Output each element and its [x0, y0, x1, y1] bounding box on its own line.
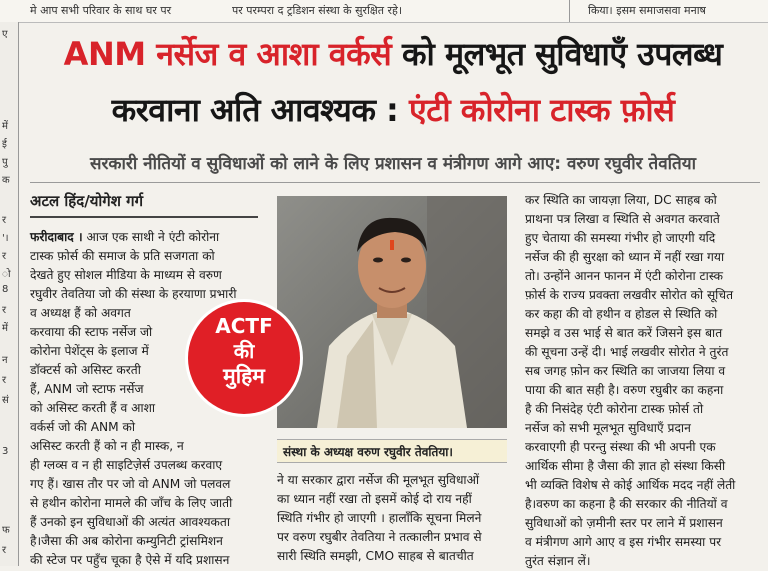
margin-fragment: सं: [2, 395, 9, 406]
text-line: स्थिति गंभीर हो जाएगी । हालाँकि सूचना मिलने: [277, 511, 482, 525]
text-line: प्राथना पत्र लिखा व स्थिति से अवगत करवाते: [525, 212, 720, 226]
margin-fragment: र: [2, 215, 7, 226]
text-line: ही ग्लव्स व न ही साइटिज़ेर्स उपलब्ध करवाए: [30, 458, 223, 472]
margin-fragment: पु: [2, 157, 8, 168]
badge-line-2: की: [233, 339, 255, 363]
badge-line-3: मुहिम: [223, 364, 265, 388]
text-line: आज एक साथी ने एंटी कोरोना: [82, 230, 220, 244]
text-line: व अध्यक्ष हैं को अवगत: [30, 306, 131, 320]
text-line: रघुवीर तेवतिया जो की संस्था के हरयाणा प्रभारी: [30, 287, 237, 301]
portrait-photo: [277, 196, 507, 428]
article-column-3: [525, 191, 762, 571]
margin-fragment: न: [2, 355, 8, 366]
margin-fragment: ो: [2, 269, 11, 280]
byline: अटल हिंद/योगेश गर्ग: [30, 192, 144, 210]
text-line: सुविधाओं को ज़मीनी स्तर पर लाने में प्रशासन: [525, 516, 723, 530]
headline-dark-part: करवाना अति आवश्यक :: [111, 91, 409, 129]
text-line: को असिस्ट करती हैं व आशा: [30, 401, 156, 415]
margin-fragment: र: [2, 251, 7, 262]
top-snippet-2: पर परम्परा द ट्रडिशन संस्था के सुरक्षित रहे।: [232, 4, 403, 17]
text-line: तुरंत संज्ञान लें।: [525, 554, 591, 568]
text-line: आर्थिक सीमा है जैसा की ज्ञात हो संस्था किसी: [525, 459, 726, 473]
text-line: नर्सेज को सभी मूलभूत सुविधाएँ प्रदान: [525, 421, 691, 435]
text-line: पर वरुण रघुबीर तेवतिया ने तत्कालीन प्रभाव से: [277, 530, 482, 544]
top-strip: [0, 0, 768, 23]
text-line: करवाया की स्टाफ नर्सेज जो: [30, 325, 153, 339]
text-line: का ध्यान नहीं रखा तो इसमें कोई दो राय नहीं: [277, 492, 472, 506]
margin-fragment: र: [2, 375, 7, 386]
text-line: असिस्ट करती हैं को न ही मास्क, न: [30, 439, 184, 453]
margin-fragment: र: [2, 545, 7, 556]
article-column-2: [277, 471, 507, 566]
left-margin-column: [0, 22, 19, 566]
text-line: तो। उन्होंने आनन फानन में एंटी कोरोना टास्क: [525, 269, 723, 283]
col1-first-line: [30, 228, 260, 247]
subheadline: सरकारी नीतियों व सुविधाओं को लाने के लिए प्रशासन व मंत्रीगण आगे आए: वरुण रघुवीर तेवतिया: [89, 154, 697, 174]
text-line: हैं, ANM जो स्टाफ नर्सेज: [30, 382, 144, 396]
text-line: फ़ोर्स के राज्य प्रवक्ता लखवीर सोरोत को सूचित: [525, 288, 734, 302]
text-line: की सूचना उन्हें दी। भाई लखवीर सोरोत ने तुरंत: [525, 345, 729, 359]
text-line: से हथीन कोरोना मामले की जाँच के लिए जाती: [30, 496, 233, 510]
text-line: सब जगह फ़ोन कर स्थिति का जाजया लिया व: [525, 364, 726, 378]
text-line: हुए चेताया की समस्या गंभीर हो जाएगी यदि: [525, 231, 716, 245]
text-line: कर कहा की वो हथीन व होडल से स्थिति को: [525, 307, 718, 321]
text-line: भी व्यक्ति विशेष से कोई आर्थिक मदद नहीं लेती: [525, 478, 736, 492]
text-line: की स्टेज पर पहुँच चूका है ऐसे में यदि प्रशासन: [30, 553, 230, 567]
text-line: व मंत्रीगण आगे आए व इस गंभीर समस्या पर: [525, 535, 722, 549]
margin-fragment: 8: [2, 284, 9, 295]
text-line: है।वरुण का कहना है की सरकार की नीतियों व: [525, 497, 728, 511]
text-line: वर्कर्स जो की ANM को: [30, 420, 136, 434]
text-line: देखते हुए सोशल मीडिया के माध्यम से वरुण: [30, 268, 222, 282]
margin-fragment: र: [2, 305, 7, 316]
margin-fragment: ए: [2, 29, 8, 40]
text-line: गए हैं। खास तौर पर जो वो ANM जो पलवल: [30, 477, 231, 491]
headline-dark-part: को मूलभूत सुविधाएँ उपलब्ध: [391, 35, 723, 73]
text-line: नर्सेज की ही सुरक्षा को ध्यान में नहीं रखा गया: [525, 250, 725, 264]
photo-caption: संस्था के अध्यक्ष वरुण रघुवीर तेवतिया।: [277, 439, 507, 463]
portrait-illustration: [277, 196, 507, 428]
text-line: करवाएगी ही परन्तु संस्था की भी अपनी एक: [525, 440, 716, 454]
badge-line-1: ACTF: [215, 314, 273, 338]
actf-campaign-badge: [188, 302, 300, 414]
margin-fragment: ई: [2, 139, 7, 150]
margin-fragment: में: [2, 323, 8, 334]
top-snippet-3: किया। इसम समाजसवा मनाष: [588, 4, 706, 17]
subheadline-divider: [30, 182, 760, 183]
text-line: कर स्थिति का जायज़ा लिया, DC साहब को: [525, 193, 717, 207]
headline-line-2: [18, 84, 768, 136]
headline-red-part: ANM नर्सेज व आशा वर्कर्स: [63, 35, 392, 73]
byline-underline: [30, 216, 258, 218]
text-line: कोरोना पेशेंट्स के इलाज में: [30, 344, 149, 358]
text-line: समझे व उस भाई से बात करें जिसने इस बात: [525, 326, 723, 340]
margin-fragment: में: [2, 121, 8, 132]
text-line: हैं उनको इन सुविधाओं की अत्यंत आवश्यकता: [30, 515, 231, 529]
headline-line-1: [18, 28, 768, 80]
text-line: है की निसंदेह एंटी कोरोना टास्क फ़ोर्स तो: [525, 402, 704, 416]
dateline: फरीदाबाद ।: [30, 230, 83, 244]
text-line: सारी स्थिति समझी, CMO साहब से बातचीत: [277, 549, 474, 563]
text-line: टास्क फ़ोर्स की समाज के प्रति सजगता को: [30, 249, 215, 263]
margin-fragment: '।: [2, 233, 9, 244]
margin-fragment: 3: [2, 446, 9, 457]
text-line: पाया की बात सही है। वरुण रघुबीर का कहना: [525, 383, 724, 397]
top-snippet-1: मे आप सभी परिवार के साथ घर पर: [30, 4, 172, 17]
text-line: है।जैसा की अब कोरोना कम्युनिटी ट्रांसमिशन: [30, 534, 223, 548]
top-divider: [569, 0, 570, 22]
margin-fragment: फ: [2, 525, 10, 536]
margin-fragment: क: [2, 175, 10, 186]
text-line: ने या सरकार द्वारा नर्सेज की मूलभूत सुविधाओं: [277, 473, 480, 487]
headline-red-part: एंटी कोरोना टास्क फ़ोर्स: [409, 91, 675, 129]
text-line: डॉक्टर्स को असिस्ट करती: [30, 363, 141, 377]
